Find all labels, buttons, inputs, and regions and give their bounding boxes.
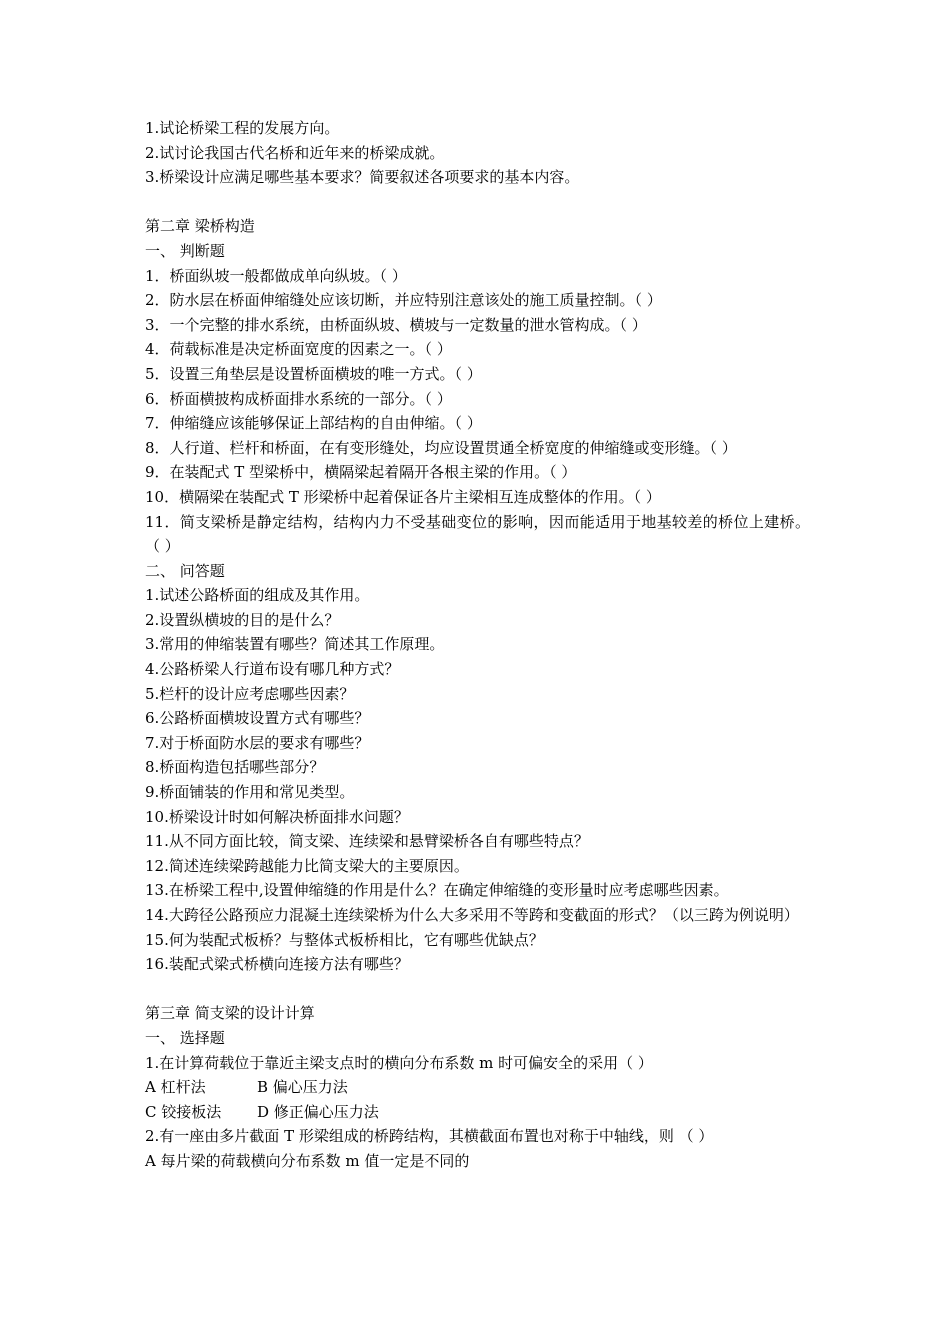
question-item: 16.装配式梁式桥横向连接方法有哪些？ [145, 955, 409, 974]
chapter2-title: 第二章 梁桥构造 [145, 217, 255, 236]
question-item: 10.桥梁设计时如何解决桥面排水问题？ [145, 807, 409, 826]
judgment-item: 2．防水层在桥面伸缩缝处应该切断，并应特别注意该处的施工质量控制。（ ） [145, 291, 662, 310]
question-item: 3.常用的伸缩装置有哪些？简述其工作原理。 [145, 635, 445, 654]
choice-question: 2.有一座由多片截面 T 形梁组成的桥跨结构，其横截面布置也对称于中轴线，则 （ ） [145, 1127, 714, 1146]
choice-question: 1.在计算荷载位于靠近主梁支点时的横向分布系数 m 时可偏安全的采用（ ） [145, 1053, 653, 1072]
question-item: 2.设置纵横坡的目的是什么？ [145, 610, 340, 629]
chapter3-section1-title: 一、 选择题 [145, 1028, 225, 1047]
choice-option: A 杠杆法 [145, 1078, 206, 1097]
document-body [145, 116, 810, 1174]
chapter3-title: 第三章 简支梁的设计计算 [145, 1004, 315, 1023]
chapter2-section1-title: 一、 判断题 [145, 241, 225, 260]
intro-question: 1.试论桥梁工程的发展方向。 [145, 119, 340, 137]
question-item: 7.对于桥面防水层的要求有哪些？ [145, 733, 370, 752]
question-item: 11.从不同方面比较，简支梁、连续梁和悬臂梁桥各自有哪些特点？ [145, 832, 589, 851]
question-item: 5.栏杆的设计应考虑哪些因素？ [145, 684, 355, 703]
choice-options-row [145, 1075, 810, 1100]
judgment-item: 5．设置三角垫层是设置桥面横坡的唯一方式。（ ） [145, 364, 482, 383]
question-item: 14.大跨径公路预应力混凝土连续梁桥为什么大多采用不等跨和变截面的形式？（以三跨为例说明） [145, 906, 799, 924]
judgment-item: 7．伸缩缝应该能够保证上部结构的自由伸缩。（ ） [145, 414, 482, 433]
judgment-item: 3．一个完整的排水系统，由桥面纵坡、横坡与一定数量的泄水管构成。（ ） [145, 315, 647, 334]
question-item: 4.公路桥梁人行道布设有哪几种方式？ [145, 660, 400, 679]
judgment-item: 11．简支梁桥是静定结构，结构内力不受基础变位的影响，因而能适用于地基较差的桥位上建桥。 （ ） [145, 512, 810, 556]
question-item: 12.简述连续梁跨越能力比简支梁大的主要原因。 [145, 856, 469, 875]
choice-option: A 每片梁的荷载横向分布系数 m 值一定是不同的 [145, 1151, 470, 1170]
question-item: 15.何为装配式板桥？与整体式板桥相比，它有哪些优缺点？ [145, 930, 544, 949]
question-item: 1.试述公路桥面的组成及其作用。 [145, 586, 370, 605]
question-item: 6.公路桥面横坡设置方式有哪些？ [145, 709, 370, 728]
spacer [145, 977, 810, 1002]
judgment-item: 1．桥面纵坡一般都做成单向纵坡。（ ） [145, 266, 407, 285]
spacer [145, 190, 810, 215]
chapter2-section2-title: 二、 问答题 [145, 561, 225, 580]
judgment-item: 10．横隔梁在装配式 T 形梁桥中起着保证各片主梁相互连成整体的作用。（ ） [145, 487, 661, 506]
judgment-item: 9．在装配式 T 型梁桥中，横隔梁起着隔开各根主梁的作用。（ ） [145, 463, 577, 482]
choice-option: B 偏心压力法 [257, 1078, 348, 1097]
judgment-item: 6．桥面横披构成桥面排水系统的一部分。（ ） [145, 389, 452, 408]
choice-option: D 修正偏心压力法 [257, 1102, 379, 1121]
question-item: 9.桥面铺装的作用和常见类型。 [145, 783, 355, 802]
judgment-item: 8．人行道、栏杆和桥面，在有变形缝处，均应设置贯通全桥宽度的伸缩缝或变形缝。（ ） [145, 438, 737, 457]
intro-question: 3.桥梁设计应满足哪些基本要求？简要叙述各项要求的基本内容。 [145, 168, 580, 187]
intro-question: 2.试讨论我国古代名桥和近年来的桥梁成就。 [145, 143, 445, 162]
question-item: 13.在桥梁工程中,设置伸缩缝的作用是什么？在确定伸缩缝的变形量时应考虑哪些因素。 [145, 881, 729, 900]
question-item: 8.桥面构造包括哪些部分？ [145, 758, 325, 777]
judgment-item: 4．荷载标准是决定桥面宽度的因素之一。（ ） [145, 340, 452, 359]
choice-option: C 铰接板法 [145, 1102, 222, 1121]
choice-options-row [145, 1100, 810, 1125]
